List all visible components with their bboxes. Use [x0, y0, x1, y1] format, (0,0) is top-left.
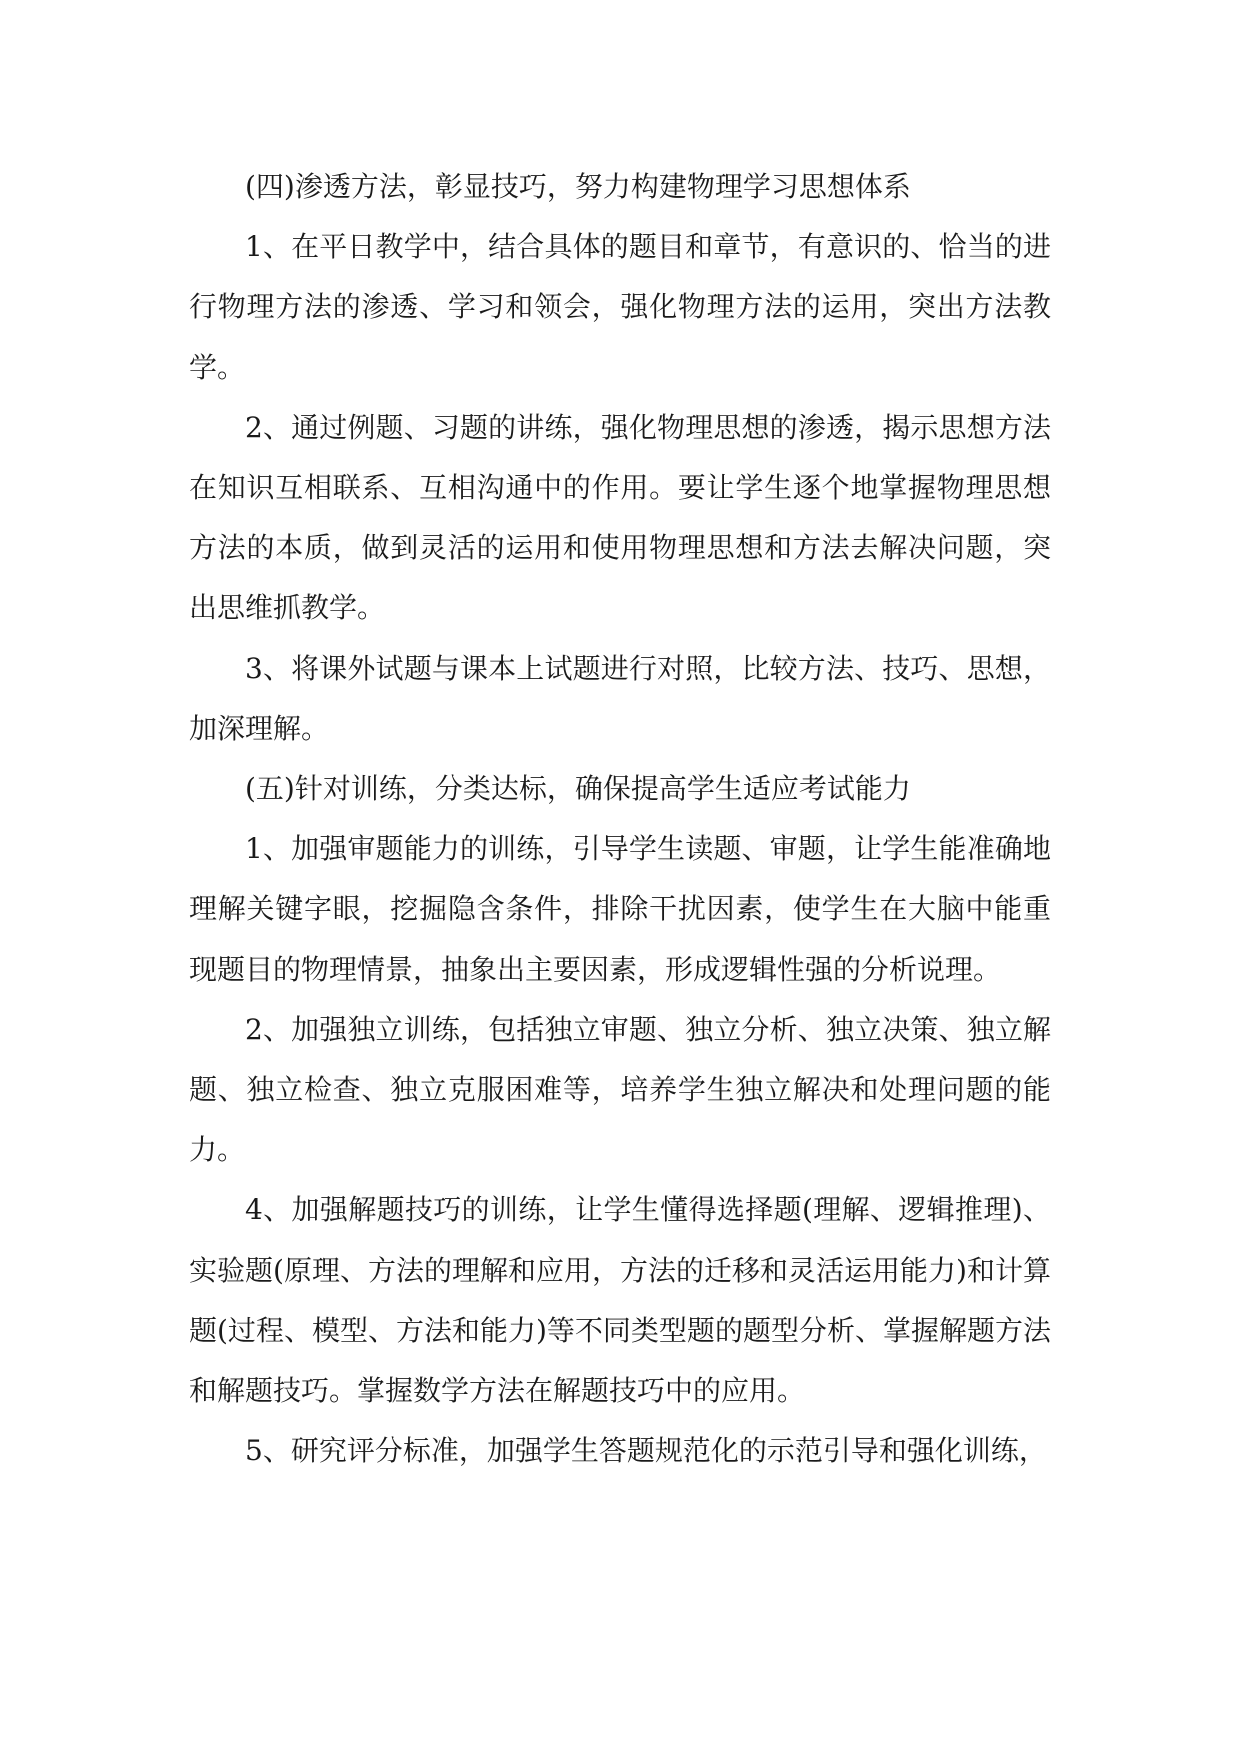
- paragraph: 1、加强审题能力的训练，引导学生读题、审题，让学生能准确地理解关键字眼，挖掘隐含条件，排除干扰因素，使学生在大脑中能重现题目的物理情景，抽象出主要因素，形成逻辑性强的分析说理。: [189, 832, 1051, 986]
- paragraph: 3、将课外试题与课本上试题进行对照，比较方法、技巧、思想，加深理解。: [189, 651, 1051, 745]
- paragraph: 1、在平日教学中，结合具体的题目和章节，有意识的、恰当的进行物理方法的渗透、学习和领会，强化物理方法的运用，突出方法教学。: [189, 230, 1051, 384]
- document-body: [189, 157, 1051, 1481]
- section-heading-five: (五)针对训练，分类达标，确保提高学生适应考试能力: [245, 772, 911, 806]
- paragraph: 2、加强独立训练，包括独立审题、独立分析、独立决策、独立解题、独立检查、独立克服困难等，培养学生独立解决和处理问题的能力。: [189, 1012, 1051, 1167]
- section-heading-four: (四)渗透方法，彰显技巧，努力构建物理学习思想体系: [245, 170, 911, 203]
- paragraph: 5、研究评分标准，加强学生答题规范化的示范引导和强化训练，: [245, 1434, 1047, 1468]
- paragraph: 4、加强解题技巧的训练，让学生懂得选择题(理解、逻辑推理)、实验题(原理、方法的理解和应用，方法的迁移和灵活运用能力)和计算题(过程、模型、方法和能力)等不同类型题的题型分析、掌握解题方法和解题技巧。掌握数学方法在解题技巧中的应用。: [189, 1193, 1051, 1408]
- paragraph: 2、通过例题、习题的讲练，强化物理思想的渗透，揭示思想方法在知识互相联系、互相沟通中的作用。要让学生逐个地掌握物理思想方法的本质，做到灵活的运用和使用物理思想和方法去解决问题，突出思维抓教学。: [189, 410, 1051, 625]
